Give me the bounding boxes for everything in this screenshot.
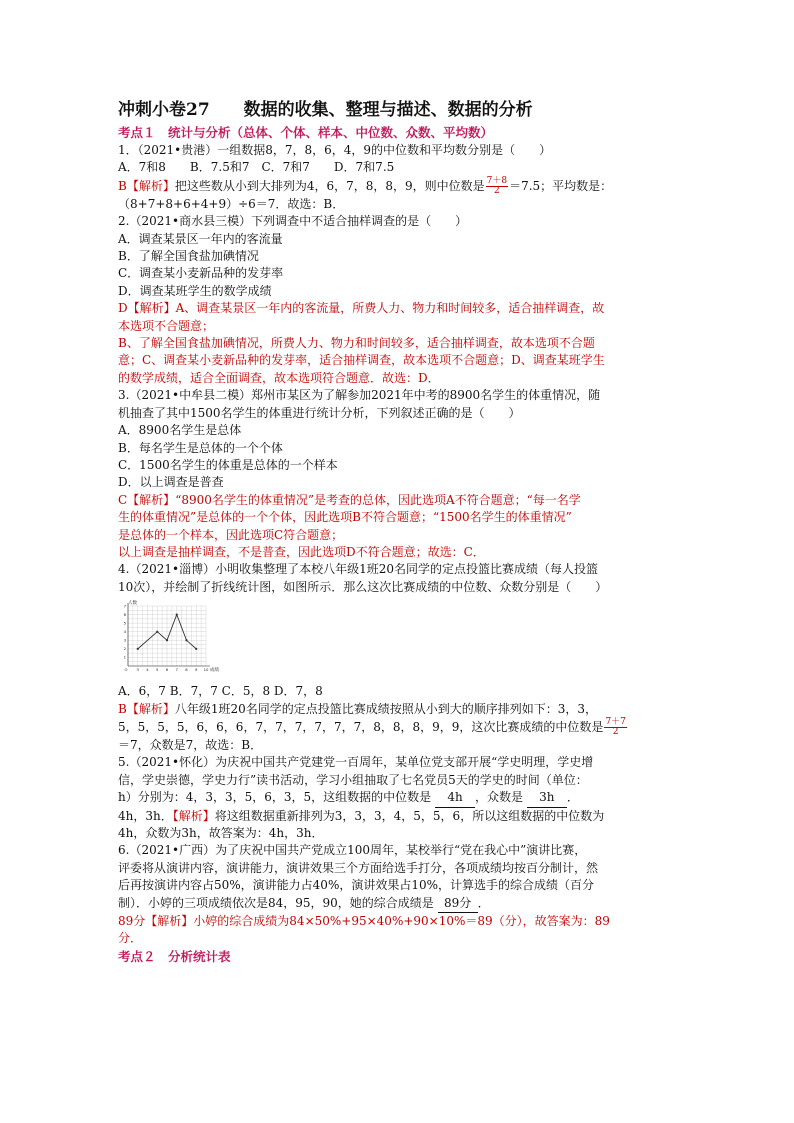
data-point — [166, 639, 168, 641]
q5-stem-2: 信，学史崇德，学史力行”读书活动，学习小组抽取了七名党员5天的学史的时间（单位： — [118, 772, 588, 787]
x-tick-label: 6 — [165, 667, 169, 673]
q1-answer-tail: ＝7.5；平均数是： — [509, 178, 613, 193]
x-tick-label: 3 — [136, 667, 139, 673]
y-tick-label: 5 — [123, 620, 126, 626]
page-title: 冲刺小卷27 数据的收集、整理与描述、数据的分析 — [118, 100, 533, 120]
kaodian-1-heading: 考点１ 统计与分析（总体、个体、样本、中位数、众数、平均数） — [118, 125, 494, 140]
q3-stem-2: 机抽查了其中1500名学生的体重进行统计分析，下列叙述正确的是（ ） — [118, 405, 521, 420]
q6-stem-3: 后再按演讲内容占50%，演讲能力占40%，演讲效果占10%，计算选手的综合成绩（百分 — [118, 878, 595, 893]
x-tick-label: 5 — [156, 667, 159, 673]
y-tick-label: 7 — [123, 603, 126, 609]
q4-chart-svg — [118, 598, 228, 676]
y-tick-label: 6 — [123, 612, 126, 618]
q1-fraction — [486, 177, 508, 196]
q4-answer-prefix: B【解析】 — [118, 701, 175, 716]
y-tick-label: 3 — [123, 637, 126, 643]
q6-stem-4 — [118, 895, 688, 913]
q6-answer-text-1: 小婷的综合成绩为84×50%+95×40%+90×10%＝89（分），故答案为：89 — [193, 914, 610, 929]
q1-options: A．7和8 B．7.5和7 C．7和7 D．7和7.5 — [118, 160, 395, 175]
q4-answer-line1 — [118, 701, 688, 718]
q5-blank-mode: 3h — [527, 789, 567, 807]
q5-stem-3 — [118, 789, 688, 807]
q6-stem-1: 6.（2021•广西）为了庆祝中国共产党成立100周年，某校举行“党在我心中”演讲比赛， — [118, 843, 587, 858]
q3-stem-1: 3.（2021•中牟县二模）郑州市某区为了解参加2021年中考的8900名学生的体重情况，随 — [118, 388, 601, 403]
q1-stem: 1．（2021•贵港）一组数据8，7，8，6，4，9的中位数和平均数分别是（ ） — [118, 143, 552, 157]
data-point — [137, 648, 139, 650]
q2-answer-line4: 意；C、调查某小麦新品种的发芽率，适合抽样调查，故本选项不合题意；D、调查某班学生 — [118, 353, 605, 368]
q2-option-c: C．调查某小麦新品种的发芽率 — [118, 266, 284, 281]
x-tick-label: 10 — [203, 667, 209, 673]
chart-y-axis-label: 人数 — [128, 601, 137, 607]
q2-option-b: B．了解全国食盐加碘情况 — [118, 249, 259, 264]
x-tick-label: 4 — [146, 667, 149, 673]
q4-answer-text-2: 5，5，5，5，6，6，6，7，7，7，7，7，7，8，8，8，9，9，这次比赛成绩的中位数是 — [118, 719, 604, 734]
q5-blank-median: 4h — [435, 789, 475, 807]
q3-option-c: C．1500名学生的体重是总体的一个样本 — [118, 457, 338, 472]
y-tick-label: 2 — [123, 646, 126, 652]
q5-answer-line1 — [118, 808, 688, 825]
q2-answer-line2: 本选项不合题意； — [118, 318, 215, 333]
y-tick-label: 4 — [123, 629, 126, 635]
q1-answer-line1 — [118, 177, 688, 196]
q6-stem-4-b: ． — [477, 895, 490, 910]
q3-answer-line3: 是总体的一个样本，因此选项C符合题意； — [118, 527, 344, 542]
data-point — [156, 631, 158, 633]
q6-answer-prefix: 【解析】 — [145, 914, 194, 929]
q5-stem-3-a: h）分别为：4，3，3，5，6，3，5，这组数据的中位数是 — [118, 790, 432, 805]
chart-x-axis-label: 成绩 — [210, 668, 219, 674]
x-tick-label: 7 — [175, 667, 178, 673]
q4-stem-2: 10次），并绘制了折线统计图，如图所示．那么这次比赛成绩的中位数、众数分别是（ ） — [118, 579, 608, 594]
document-page — [118, 98, 688, 966]
q5-stem-3-c: ． — [566, 790, 579, 805]
q5-answer-head: 4h，3h． — [118, 808, 173, 823]
q2-answer-text-1: A、调查某景区一年内的客流量，所费人力、物力和时间较多，适合抽样调查，故 — [175, 301, 605, 316]
q5-stem-1: 5.（2021•怀化）为庆祝中国共产党建党一百周年，某单位党支部开展“学史明理，学史增 — [118, 755, 594, 770]
q4-line-chart — [118, 598, 688, 680]
q6-stem-2: 评委将从演讲内容，演讲能力，演讲效果三个方面给选手打分，各项成绩均按百分制计，然 — [118, 860, 599, 875]
x-tick-label: 9 — [195, 667, 198, 673]
q4-answer-text-1: 八年级1班20名同学的定点投篮比赛成绩按照从小到大的顺序排列如下：3，3， — [174, 701, 598, 716]
q3-answer-line4: 以上调查是抽样调查，不是普查，因此选项D不符合题意；故选：C． — [118, 544, 485, 559]
q5-answer-prefix: 【解析】 — [172, 808, 215, 823]
q2-answer-prefix: D【解析】 — [118, 301, 176, 316]
data-point — [195, 648, 197, 650]
q6-answer-line2: 分． — [118, 931, 143, 946]
origin-label: O — [124, 667, 128, 673]
q5-stem-3-b: ，众数是 — [475, 790, 524, 805]
q2-answer-line5: 的数学成绩，适合全面调查，故本选项符合题意．故选：D． — [118, 370, 440, 385]
q4-answer-line3: ＝7，众数是7，故选：B． — [118, 737, 263, 752]
q6-answer-line1 — [118, 913, 688, 930]
q3-answer-prefix: C【解析】 — [118, 492, 176, 507]
q1-answer-prefix: B【解析】 — [118, 178, 175, 193]
q2-option-d: D．调查某班学生的数学成绩 — [118, 283, 272, 298]
q1-fraction-num: 7＋8 — [486, 175, 508, 186]
q2-answer-line3: B、了解全国食盐加碘情况，所费人力、物力和时间较多，适合抽样调查，故本选项不合题 — [118, 336, 595, 351]
data-point — [176, 614, 178, 616]
q4-fraction-num: 7＋7 — [605, 716, 626, 727]
q6-stem-4-a: 制）．小婷的三项成绩依次是84，95，90，她的综合成绩是 — [118, 895, 434, 910]
q6-answer-head: 89分 — [118, 914, 146, 929]
q3-answer-line2: 生的体重情况”是总体的一个个体，因此选项B不符合题意；“1500名学生的体重情况” — [118, 510, 572, 525]
q1-answer-line2: （8+7+8+6+4+9）÷6＝7．故选：B． — [118, 196, 345, 211]
kaodian-2-heading: 考点２ 分析统计表 — [118, 948, 231, 964]
q2-option-a: A．调查某景区一年内的客流量 — [118, 231, 283, 246]
x-tick-label: 8 — [185, 667, 188, 673]
q4-options: A．6，7 B．7，7 C．5，8 D．7，8 — [118, 684, 323, 699]
q6-blank-score: 89分 — [438, 895, 478, 913]
q5-answer-text-1: 将这组数据重新排列为3，3，3，4，5，5，6，所以这组数据的中位数为 — [214, 808, 605, 823]
q1-answer-text: 把这些数从小到大排列为4，6，7，8，8，9，则中位数是 — [174, 178, 485, 193]
q3-option-a: A．8900名学生是总体 — [118, 423, 242, 438]
q4-stem-1: 4.（2021•淄博）小明收集整理了本校八年级1班20名同学的定点投篮比赛成绩（每人投篮 — [118, 562, 598, 577]
y-tick-label: 1 — [123, 654, 126, 660]
q4-fraction — [604, 718, 626, 737]
q5-answer-line2: 4h，众数为3h，故答案为：4h，3h． — [118, 826, 324, 840]
q2-stem: 2.（2021•商水县三模）下列调查中不适合抽样调查的是（ ） — [118, 214, 468, 229]
q4-answer-line2 — [118, 718, 688, 737]
q3-answer-text-1: “8900名学生的体重情况”是考查的总体，因此选项A不符合题意；“每一名学 — [175, 492, 581, 507]
q2-answer-line1 — [118, 300, 688, 317]
q4-fraction-den: 2 — [612, 726, 619, 737]
q3-option-b: B．每名学生是总体的一个个体 — [118, 440, 283, 455]
q3-option-d: D．以上调查是普查 — [118, 475, 224, 490]
chart-grid — [128, 606, 206, 666]
q3-answer-line1 — [118, 492, 688, 509]
data-point — [185, 639, 187, 641]
q1-fraction-den: 2 — [494, 185, 500, 196]
